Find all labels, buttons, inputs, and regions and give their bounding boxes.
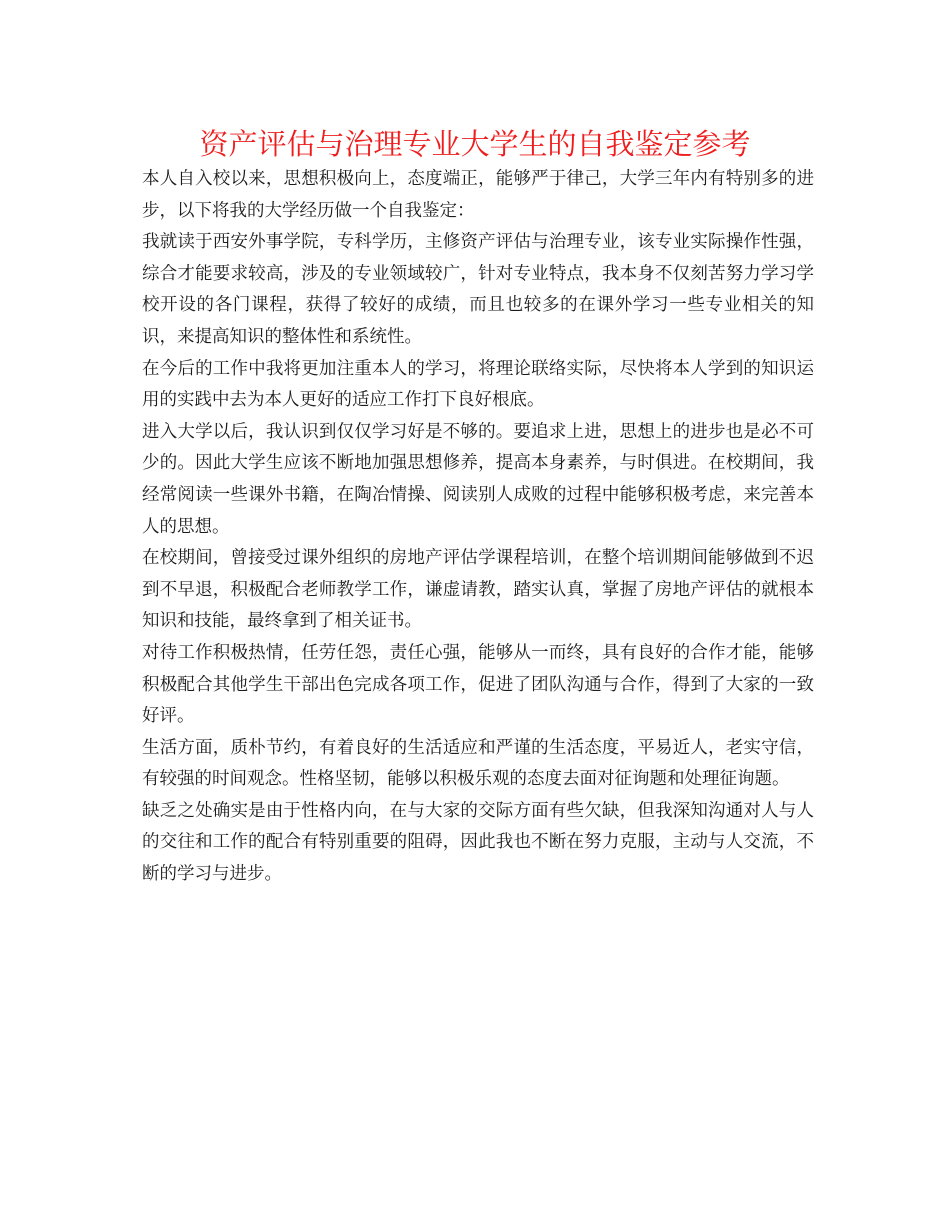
paragraph-intro: 本人自入校以来，思想积极向上，态度端正，能够严于律己，大学三年内有特别多的进步，以下将我的大学经历做一个自我鉴定：	[142, 169, 814, 221]
paragraph-training: 在校期间，曾接受过课外组织的房地产评估学课程培训，在整个培训期间能够做到不迟到不早退，积极配合老师教学工作，谦虚请教，踏实认真，掌握了房地产评估的就根本知识和技能，最终拿到了相关证书。	[142, 548, 814, 632]
paragraph-future-work: 在今后的工作中我将更加注重本人的学习，将理论联络实际，尽快将本人学到的知识运用的实践中去为本人更好的适应工作打下良好根底。	[142, 358, 814, 411]
document-title: 资产评估与治理专业大学生的自我鉴定参考	[199, 127, 751, 161]
paragraph-work-attitude: 对待工作积极热情，任劳任怨，责任心强，能够从一而终，具有良好的合作才能，能够积极配合其他学生干部出色完成各项工作，促进了团队沟通与合作，得到了大家的一致好评。	[142, 642, 814, 727]
paragraph-study: 我就读于西安外事学院，专科学历，主修资产评估与治理专业，该专业实际操作性强，综合才能要求较高，涉及的专业领域较广，针对专业特点，我本身不仅刻苦努力学习学校开设的各门课程，获得了较好的成绩，而且也较多的在课外学习一些专业相关的知识，来提高知识的整体性和系统性。	[142, 232, 814, 347]
paragraph-life: 生活方面，质朴节约，有着良好的生活适应和严谨的生活态度，平易近人，老实守信，有较强的时间观念。性格坚韧，能够以积极乐观的态度去面对征询题和处理征询题。	[142, 737, 814, 790]
paragraph-thought: 进入大学以后，我认识到仅仅学习好是不够的。要追求上进，思想上的进步也是必不可少的。因此大学生应该不断地加强思想修养，提高本身素养，与时俱进。在校期间，我经常阅读一些课外书籍，在陶冶情操、阅读别人成败的过程中能够积极考虑，来完善本人的思想。	[142, 421, 814, 537]
document-body	[142, 164, 814, 891]
paragraph-shortcomings: 缺乏之处确实是由于性格内向，在与大家的交际方面有些欠缺，但我深知沟通对人与人的交往和工作的配合有特别重要的阻碍，因此我也不断在努力克服，主动与人交流，不断的学习与进步。	[142, 800, 814, 885]
